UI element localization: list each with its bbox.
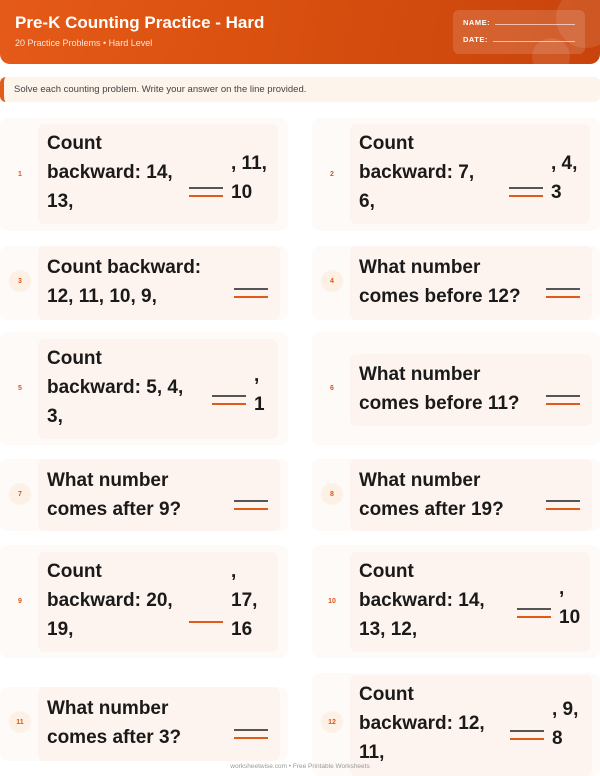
problem-number: 5 [18, 384, 22, 392]
question-text: What number comes before 11? [359, 364, 520, 414]
problem-body [350, 124, 590, 224]
problem-number: 1 [18, 170, 22, 178]
name-label: NAME: [463, 18, 491, 27]
question-text: Count backward: 14, 13, 12, [359, 561, 485, 640]
worksheet-header [0, 0, 600, 64]
question-text: Count backward: 7, 6, [359, 133, 475, 212]
sequence-tail: , 11, 10 [231, 153, 267, 203]
problem-number: 3 [9, 270, 31, 292]
problem-number: 9 [18, 597, 22, 605]
answer-line[interactable] [546, 288, 580, 298]
sequence-tail: , 1 [254, 365, 265, 415]
instructions-text: Solve each counting problem. Write your answer on the line provided. [14, 84, 307, 95]
problem-card-9 [0, 545, 288, 658]
answer-line[interactable] [234, 729, 268, 739]
question-text: What number comes before 12? [359, 257, 521, 307]
problem-number: 4 [321, 270, 343, 292]
problem-card-11 [0, 687, 288, 761]
answer-line[interactable] [546, 395, 580, 405]
problem-body [350, 354, 592, 426]
date-line[interactable] [493, 41, 575, 42]
answer-line[interactable] [234, 500, 268, 510]
problem-body [38, 687, 280, 761]
sequence-tail: , 9, 8 [552, 699, 579, 749]
date-label: DATE: [463, 35, 488, 44]
answer-line[interactable] [212, 395, 246, 405]
answer-line[interactable] [234, 288, 268, 298]
sequence-tail: , 10 [559, 578, 581, 628]
question-text: What number comes after 9? [47, 470, 182, 520]
question-text: What number comes after 19? [359, 470, 504, 520]
problem-body [350, 246, 592, 320]
problem-body [38, 459, 280, 531]
sequence-tail: , 17, 16 [231, 561, 258, 640]
answer-line[interactable] [189, 187, 223, 197]
problem-body [38, 246, 280, 320]
instructions-banner [0, 77, 600, 102]
answer-line[interactable] [510, 730, 544, 740]
answer-line[interactable] [189, 613, 223, 623]
problem-number: 2 [330, 170, 334, 178]
problem-body [350, 675, 592, 776]
problem-card-6 [312, 332, 600, 445]
problem-card-10 [312, 545, 600, 658]
name-line[interactable] [495, 24, 575, 25]
problem-number: 8 [321, 483, 343, 505]
problem-card-3 [0, 246, 288, 320]
question-text: Count backward: 12, 11, [359, 684, 485, 763]
answer-line[interactable] [546, 500, 580, 510]
problem-card-12 [312, 673, 600, 776]
answer-line[interactable] [517, 608, 551, 618]
answer-line[interactable] [509, 187, 543, 197]
problem-card-4 [312, 246, 600, 320]
name-field[interactable] [463, 18, 575, 27]
date-field[interactable] [463, 35, 575, 44]
footer-credit: worksheetwise.com • Free Printable Worksheets [230, 763, 370, 770]
problem-body [38, 339, 278, 439]
page-subtitle: 20 Practice Problems • Hard Level [15, 38, 153, 48]
problem-body [38, 552, 278, 652]
problem-card-1 [0, 118, 288, 231]
problem-number: 10 [328, 597, 336, 605]
question-text: Count backward: 20, 19, [47, 561, 173, 640]
question-text: Count backward: 14, 13, [47, 133, 173, 212]
problem-card-2 [312, 118, 600, 231]
problem-number: 7 [9, 483, 31, 505]
problem-body [350, 459, 592, 531]
page-title: Pre-K Counting Practice - Hard [15, 13, 265, 32]
question-text: Count backward: 12, 11, 10, 9, [47, 257, 202, 307]
problem-card-8 [312, 459, 600, 531]
question-text: What number comes after 3? [47, 698, 182, 748]
problem-body [38, 124, 278, 224]
problem-number: 12 [321, 711, 343, 733]
problem-number: 11 [9, 711, 31, 733]
problem-body [350, 552, 590, 652]
sequence-tail: , 4, 3 [551, 153, 578, 203]
problem-card-7 [0, 459, 288, 531]
question-text: Count backward: 5, 4, 3, [47, 348, 184, 427]
problem-card-5 [0, 332, 288, 445]
problem-number: 6 [330, 384, 334, 392]
name-date-box [453, 10, 585, 54]
